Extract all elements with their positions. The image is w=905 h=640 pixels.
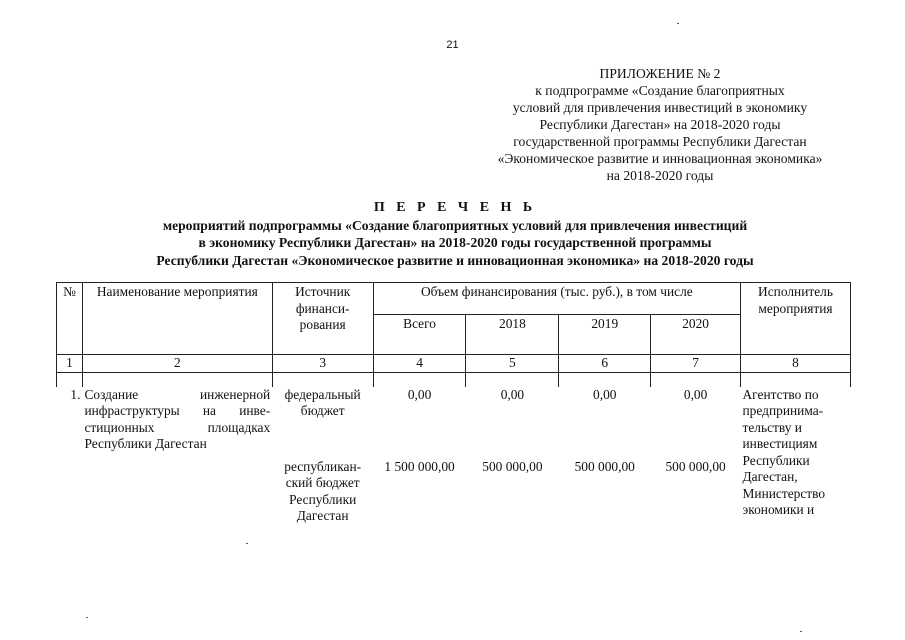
y2019-federal: 0,00 — [593, 386, 617, 402]
total-values — [373, 387, 466, 525]
appendix-header — [470, 65, 850, 184]
column-number: 7 — [651, 355, 741, 373]
title-line: в экономику Республики Дагестан» на 2018-2020 годы государственной программы — [198, 235, 712, 250]
appendix-line: «Экономическое развитие и инновационная экономика» — [497, 151, 823, 166]
column-number: 8 — [741, 355, 851, 373]
column-numbers-row — [57, 355, 851, 373]
y2020-republican: 500 000,00 — [665, 458, 726, 474]
total-republican: 1 500 000,00 — [384, 458, 455, 474]
source-federal: федеральный бюджет — [284, 386, 361, 418]
activities-table — [56, 282, 851, 525]
executor: Агентство по предпринима-тельству и инвестициям Республики Дагестан, Министерство экономики и — [742, 386, 826, 517]
y2020-federal: 0,00 — [683, 386, 708, 402]
column-number: 2 — [82, 355, 272, 373]
scan-speck — [86, 617, 88, 618]
scan-speck — [677, 23, 679, 24]
source-republican: республикан-ский бюджет Республики Дагестан — [284, 458, 362, 523]
column-number: 3 — [272, 355, 373, 373]
funding-sources — [272, 387, 373, 525]
y2018-republican: 500 000,00 — [482, 458, 543, 474]
y2018-federal: 0,00 — [500, 386, 525, 402]
y2019-values — [559, 387, 651, 525]
column-number: 4 — [373, 355, 466, 373]
appendix-line: ПРИЛОЖЕНИЕ № 2 — [599, 66, 721, 81]
appendix-line: условий для привлечения инвестиций в экономику — [512, 100, 808, 115]
appendix-line: к подпрограмме «Создание благоприятных — [535, 83, 785, 98]
column-number: 6 — [559, 355, 651, 373]
title-heading: П Е Р Е Ч Е Н Ь — [373, 200, 537, 215]
scan-speck — [246, 543, 248, 544]
total-federal: 0,00 — [407, 386, 432, 402]
page-number: 21 — [446, 39, 459, 51]
title-line: мероприятий подпрограммы «Создание благоприятных условий для привлечения инвестиций — [162, 217, 748, 233]
y2019-republican: 500 000,00 — [574, 458, 635, 474]
header-2018: 2018 — [466, 315, 559, 355]
appendix-line: на 2018-2020 годы — [606, 168, 714, 183]
header-total: Всего — [373, 315, 466, 355]
header-funding: Объем финансирования (тыс. руб.), в том числе — [373, 283, 740, 315]
title-line: Республики Дагестан «Экономическое развитие и инновационная экономика» на 2018-2020 годы — [156, 252, 754, 268]
y2018-values — [466, 387, 559, 525]
header-executor: Исполнитель мероприятия — [741, 283, 851, 355]
appendix-line: Республики Дагестан» на 2018-2020 годы — [539, 117, 781, 132]
scan-speck — [800, 631, 802, 632]
y2020-values — [651, 387, 741, 525]
header-num: № — [57, 283, 83, 355]
header-source: Источник финанси-рования — [272, 283, 373, 355]
activity-name: Создание инженерной инфраструктуры на инве-стиционных площадках Республики Дагестан — [84, 386, 271, 451]
column-number: 5 — [466, 355, 559, 373]
header-name: Наименование мероприятия — [82, 283, 272, 355]
column-number: 1 — [57, 355, 83, 373]
row-number: 1. — [70, 386, 81, 402]
document-title — [60, 199, 850, 269]
appendix-line: государственной программы Республики Дагестан — [513, 134, 807, 149]
header-2019: 2019 — [559, 315, 651, 355]
table-row — [57, 387, 851, 525]
header-2020: 2020 — [651, 315, 741, 355]
